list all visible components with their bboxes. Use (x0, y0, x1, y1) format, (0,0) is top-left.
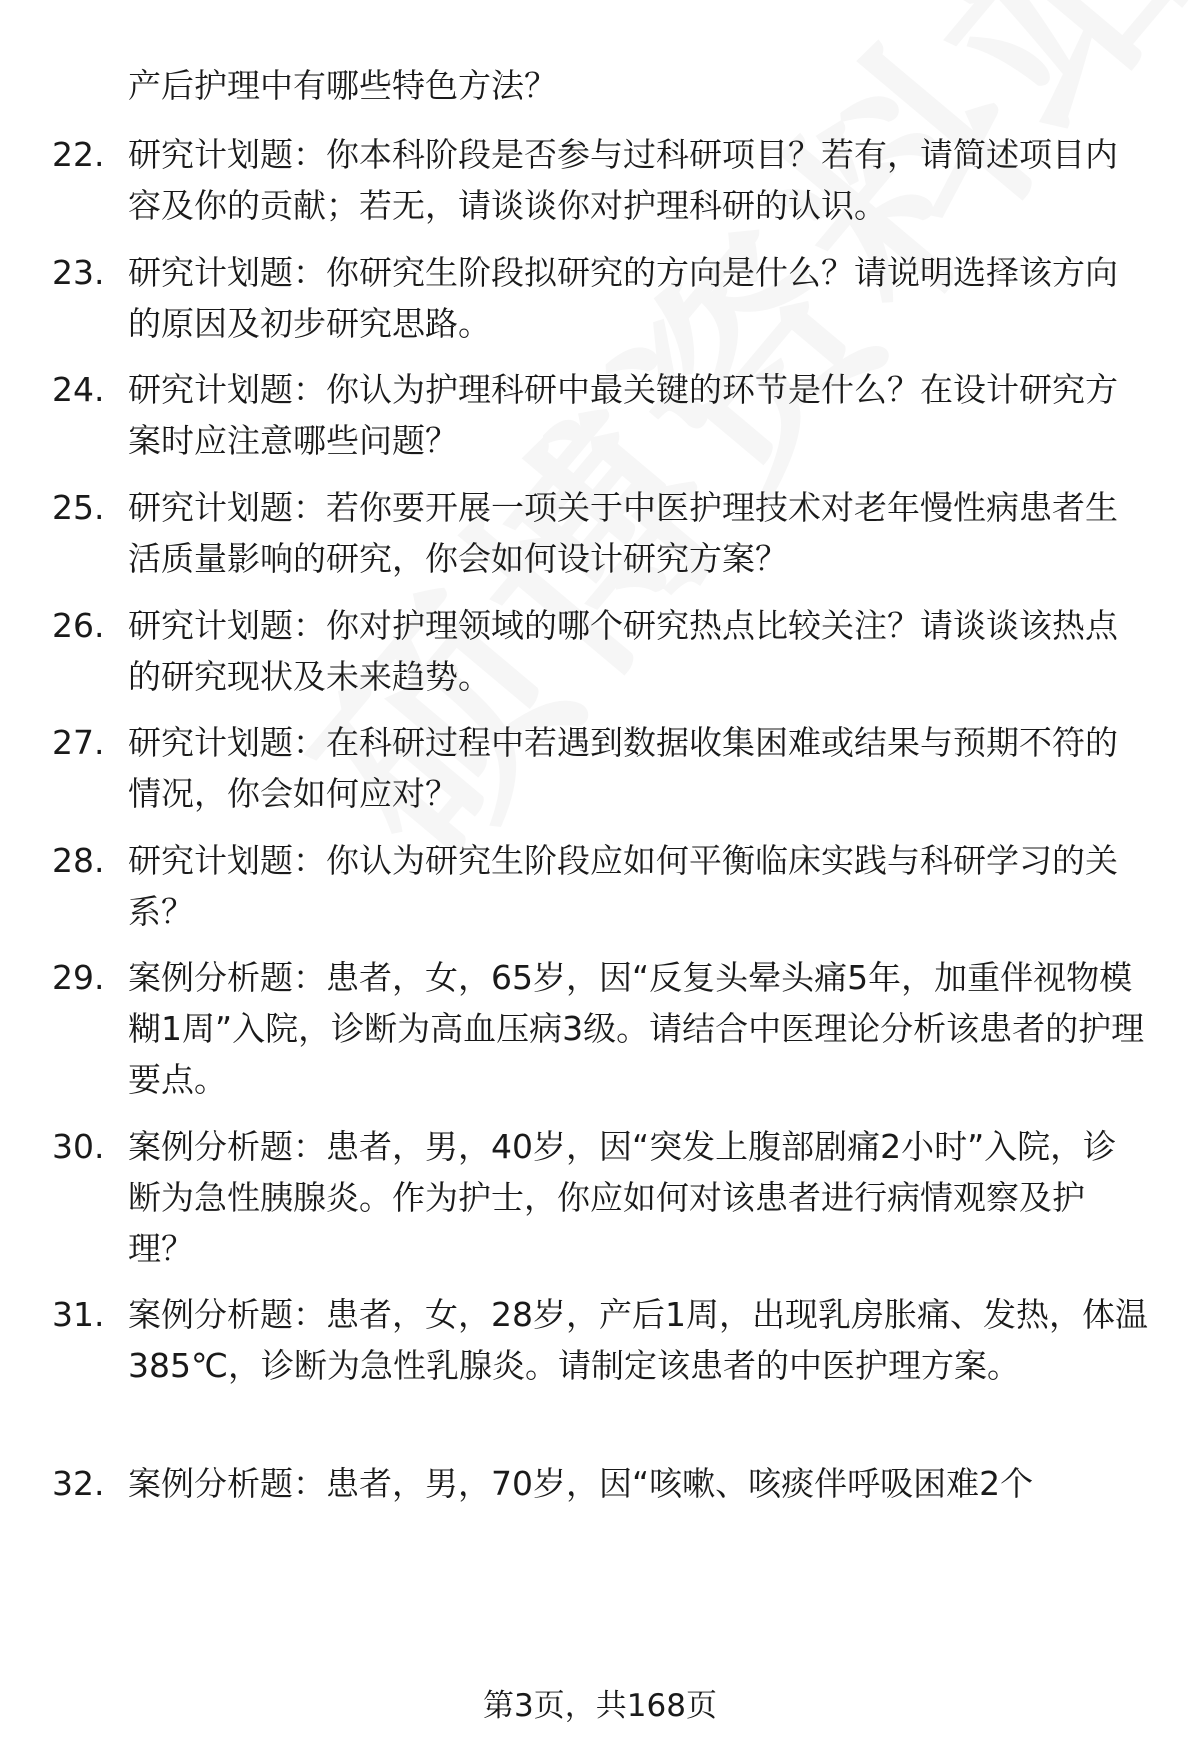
question-number: 28. (52, 841, 105, 880)
question-number: 26. (52, 606, 105, 645)
question-text: 研究计划题：在科研过程中若遇到数据收集困难或结果与预期不符的情况，你会如何应对？ (128, 723, 1118, 813)
question-text: 研究计划题：你研究生阶段拟研究的方向是什么？请说明选择该方向的原因及初步研究思路。 (128, 253, 1118, 343)
question-text: 研究计划题：你本科阶段是否参与过科研项目？若有，请简述项目内容及你的贡献；若无，请谈谈你对护理科研的认识。 (128, 135, 1118, 225)
question-text: 研究计划题：你认为护理科研中最关键的环节是什么？在设计研究方案时应注意哪些问题？ (128, 370, 1118, 460)
page-footer: 第3页，共168页 (483, 1688, 717, 1724)
question-number: 32. (52, 1464, 105, 1503)
question-number: 29. (52, 958, 105, 997)
question-number: 30. (52, 1127, 105, 1166)
question-number: 25. (52, 488, 105, 527)
question-text: 案例分析题：患者，女，28岁，产后1周，出现乳房胀痛、发热，体温385℃，诊断为急性乳腺炎。请制定该患者的中医护理方案。 (128, 1295, 1148, 1385)
question-number: 22. (52, 135, 105, 174)
question-text: 案例分析题：患者，女，65岁，因“反复头晕头痛5年，加重伴视物模糊1周”入院，诊断为高血压病3级。请结合中医理论分析该患者的护理要点。 (128, 958, 1145, 1099)
question-number: 31. (52, 1295, 105, 1334)
question-number: 27. (52, 723, 105, 762)
question-text: 研究计划题：你对护理领域的哪个研究热点比较关注？请谈谈该热点的研究现状及未来趋势。 (128, 606, 1118, 696)
question-text: 案例分析题：患者，男，70岁，因“咳嗽、咳痰伴呼吸困难2个 (128, 1464, 1034, 1503)
question-text: 案例分析题：患者，男，40岁，因“突发上腹部剧痛2小时”入院，诊断为急性胰腺炎。作为护士，你应如何对该患者进行病情观察及护理？ (128, 1127, 1117, 1268)
question-text: 研究计划题：若你要开展一项关于中医护理技术对老年慢性病患者生活质量影响的研究，你会如何设计研究方案？ (128, 488, 1118, 578)
question-number: 24. (52, 370, 105, 409)
continuation-text: 产后护理中有哪些特色方法？ (128, 66, 557, 105)
question-text: 研究计划题：你认为研究生阶段应如何平衡临床实践与科研学习的关系？ (128, 841, 1118, 931)
question-number: 23. (52, 253, 105, 292)
